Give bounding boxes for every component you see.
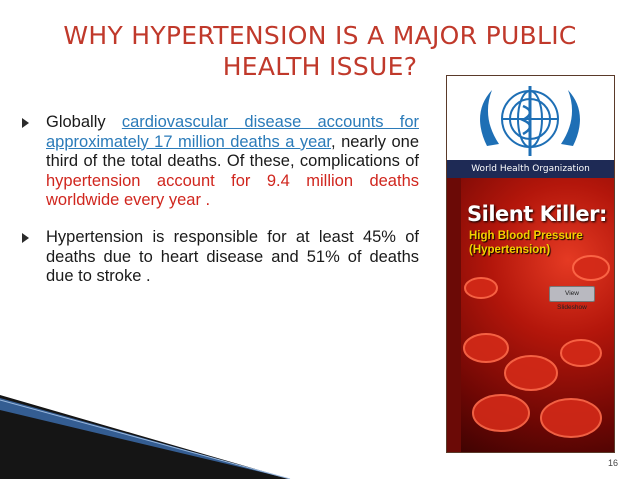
- who-caption: World Health Organization: [447, 160, 614, 178]
- bullet-list: [22, 113, 419, 304]
- silent-killer-heading: Silent Killer:: [467, 202, 607, 226]
- bullet-arrow-icon: [22, 113, 46, 211]
- bullet-text: Hypertension is responsible for at least 45% of deaths due to heart disease and 51% of deaths due to stroke .: [46, 227, 419, 286]
- slide-number: 16: [607, 458, 618, 468]
- who-logo: [447, 76, 614, 178]
- slide-title-line1: WHY HYPERTENSION IS A MAJOR PUBLIC: [63, 21, 577, 50]
- view-slideshow-button[interactable]: View Slideshow: [549, 286, 595, 302]
- bullet-item: [22, 228, 419, 287]
- hypertension-emphasis: hypertension account for 9.4 million deaths worldwide every year .: [46, 171, 419, 210]
- bullet-text: [46, 113, 419, 211]
- bullet-text-plain: Globally: [46, 113, 122, 131]
- cvd-link[interactable]: cardiovascular disease accounts for approximately 17 million deaths a year: [46, 113, 419, 151]
- bullet-item: [22, 113, 419, 211]
- slide-title: [20, 20, 620, 82]
- subline-2: (Hypertension): [469, 244, 551, 256]
- blood-cells-photo: [461, 178, 614, 452]
- bullet-arrow-icon: [22, 228, 46, 287]
- bullet-text-plain: , nearly one third of the total deaths. Of these, complications of: [46, 132, 419, 171]
- who-emblem-icon: [447, 76, 614, 160]
- subline-1: High Blood Pressure: [469, 230, 583, 242]
- side-image: [446, 75, 615, 453]
- slide-title-line2: HEALTH ISSUE?: [222, 52, 418, 81]
- high-blood-pressure-label: [469, 229, 583, 257]
